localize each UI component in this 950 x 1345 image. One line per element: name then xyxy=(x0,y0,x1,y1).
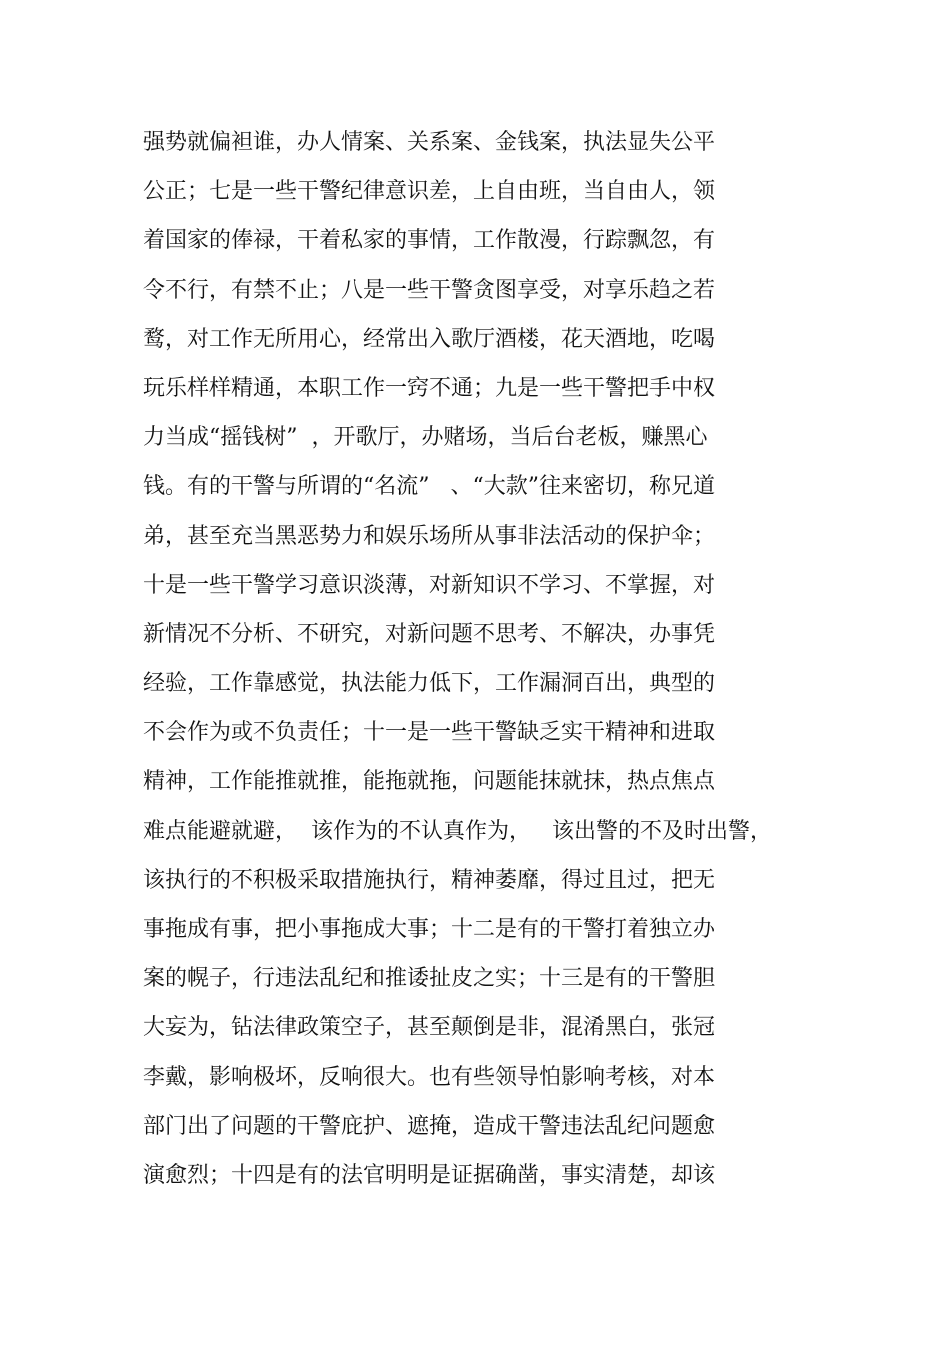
text-line: 力当成“摇钱树” ，开歌厅，办赌场，当后台老板，赚黑心 xyxy=(143,425,708,451)
text-line: 令不行，有禁不止；八是一些干警贪图享受，对享乐趋之若 xyxy=(143,277,716,303)
text-line: 强势就偏袒谁，办人情案、关系案、金钱案，执法显失公平 xyxy=(143,130,716,155)
text-line: 部门出了问题的干警庇护、遮掩，造成干警违法乱纪问题愈 xyxy=(143,1113,716,1139)
text-line: 精神，工作能推就推，能拖就拖，问题能抹就抹，热点焦点 xyxy=(143,769,716,795)
text-line: 李戴，影响极坏，反响很大。也有些领导怕影响考核，对本 xyxy=(143,1064,716,1090)
text-line: 不会作为或不负责任；十一是一些干警缺乏实干精神和进取 xyxy=(143,720,716,746)
text-line: 演愈烈；十四是有的法官明明是证据确凿，事实清楚，却该 xyxy=(143,1162,716,1188)
text-line: 大妄为，钻法律政策空子，甚至颠倒是非，混淆黑白，张冠 xyxy=(143,1015,716,1041)
text-line: 难点能避就避， 该作为的不认真作为， 该出警的不及时出警， xyxy=(143,818,772,844)
text-line: 鹜，对工作无所用心，经常出入歌厅酒楼，花天酒地，吃喝 xyxy=(143,326,716,352)
text-line: 该执行的不积极采取措施执行，精神萎靡，得过且过，把无 xyxy=(143,867,716,893)
text-line: 事拖成有事，把小事拖成大事；十二是有的干警打着独立办 xyxy=(143,917,716,942)
text-line: 十是一些干警学习意识淡薄，对新知识不学习、不掌握，对 xyxy=(143,572,716,598)
text-line: 钱。有的干警与所谓的“名流” 、“大款”往来密切，称兄道 xyxy=(143,474,715,500)
body-text xyxy=(143,118,823,1200)
text-line: 案的幌子，行违法乱纪和推诿扯皮之实；十三是有的干警胆 xyxy=(143,966,716,992)
text-line: 着国家的俸禄，干着私家的事情，工作散漫，行踪飘忽，有 xyxy=(143,228,716,254)
text-line: 新情况不分析、不研究，对新问题不思考、不解决，办事凭 xyxy=(143,621,716,647)
text-line: 公正；七是一些干警纪律意识差，上自由班，当自由人，领 xyxy=(143,179,716,205)
text-line: 经验，工作靠感觉，执法能力低下，工作漏洞百出，典型的 xyxy=(143,671,716,697)
text-line: 玩乐样样精通，本职工作一窍不通；九是一些干警把手中权 xyxy=(143,375,716,401)
text-line: 弟，甚至充当黑恶势力和娱乐场所从事非法活动的保护伞； xyxy=(143,523,716,549)
